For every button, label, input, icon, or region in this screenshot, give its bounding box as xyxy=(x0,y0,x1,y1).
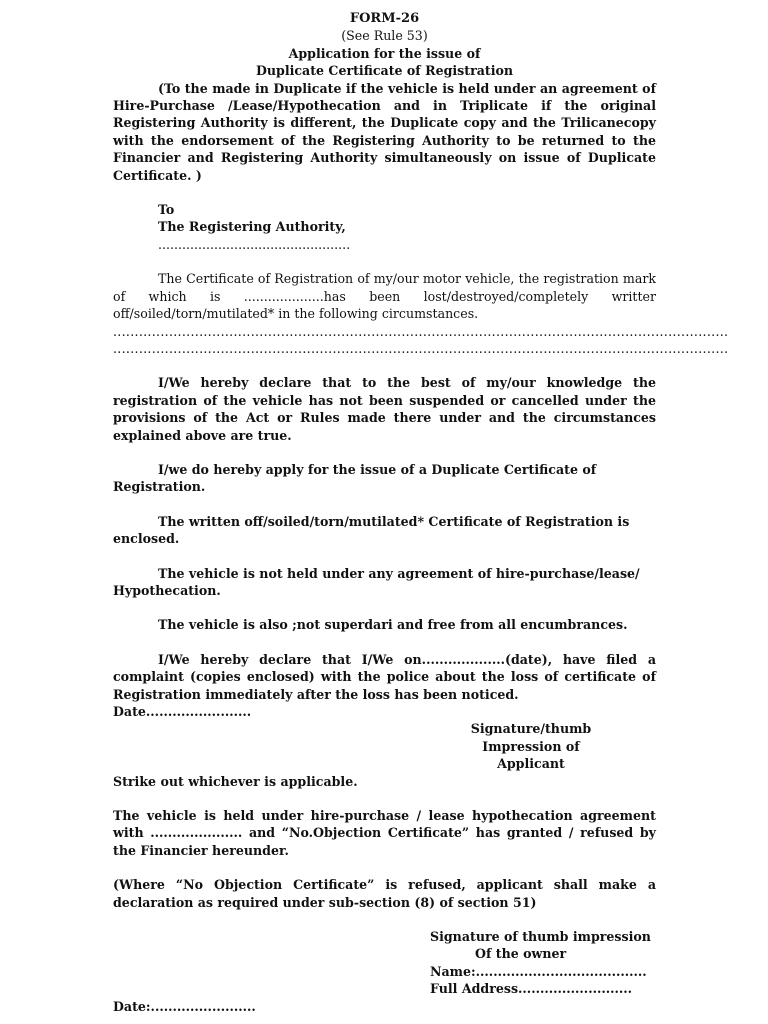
strike-out-note: Strike out whichever is applicable. xyxy=(113,773,358,789)
applicant-signature-block xyxy=(113,720,611,772)
paragraph-not-hire-purchase: The vehicle is not held under any agreement of hire-purchase/lease/ Hypothecation. xyxy=(113,565,640,598)
paragraph-noc-refused: (Where “No Objection Certificate” is refused, applicant shall make a declaration as required under sub-section (8) of section 51) xyxy=(113,877,656,910)
paragraph-hire-purchase: The vehicle is held under hire-purchase / lease hypothecation agreement with ..................... and “No.Objection Certificate” has granted / refused by the Financier hereunder. xyxy=(113,808,656,858)
date-field-1: Date........................ xyxy=(113,704,252,719)
rule-reference: (See Rule 53) xyxy=(341,28,428,44)
applicant-signature-line2: Impression of Applicant xyxy=(482,738,580,772)
paragraph-encumbrances: The vehicle is also ;not superdari and free from all encumbrances. xyxy=(158,617,628,633)
form-26-document xyxy=(113,10,729,1015)
paragraph-declaration: I/We hereby declare that to the best of my/our knowledge the registration of the vehicle has not been suspended or cancelled under the provisions of the Act or Rules made there under and the circumstances explained above are true. xyxy=(113,375,656,443)
address-to: To xyxy=(158,202,175,218)
paragraph-police-complaint: I/We hereby declare that I/We on...................(date), have filed a complaint (copies enclosed) with the police about the loss of certificate of Registration immediately after the loss has been noticed. xyxy=(113,651,656,702)
owner-address-field: Full Address.......................... xyxy=(430,981,633,997)
circumstances-line-2: ............................................................................................................................................... xyxy=(113,340,729,356)
form-title-line1: Application for the issue of xyxy=(288,45,481,61)
owner-name-field: Name:....................................... xyxy=(430,963,647,979)
circumstances-line-1: ............................................................................................................................................... xyxy=(113,323,729,339)
owner-signature-block xyxy=(113,928,656,998)
address-authority: The Registering Authority, xyxy=(158,219,346,235)
intro-instructions: (To the made in Duplicate if the vehicle is held under an agreement of Hire-Purchase /Lease/Hypothecation and in Triplicate if the original Registering Authority is different, the Duplicate copy and the Trilicanecopy with the endorsement of the Registering Authority to be returned to the Financier and Registering Authority simultaneously on issue of Duplicate Certificate. ) xyxy=(113,80,656,183)
paragraph-loss-circumstances: The Certificate of Registration of my/our motor vehicle, the registration mark of which is ....................has been lost/destroyed/completely writter off/soiled/torn/mutilated* in the following circumstances. xyxy=(113,271,656,322)
address-blank: ................................................ xyxy=(158,236,351,252)
applicant-signature-line1: Signature/thumb xyxy=(470,721,592,737)
paragraph-apply: I/we do hereby apply for the issue of a Duplicate Certificate of Registration. xyxy=(113,461,597,495)
owner-signature-line2: Of the owner xyxy=(475,946,567,962)
form-number: FORM-26 xyxy=(349,11,420,26)
owner-signature-line1: Signature of thumb impression xyxy=(430,929,651,945)
date-field-2: Date:........................ xyxy=(113,998,256,1014)
paragraph-enclosed: The written off/soiled/torn/mutilated* Certificate of Registration is enclosed. xyxy=(113,513,630,547)
form-title-line2: Duplicate Certificate of Registration xyxy=(255,63,514,79)
